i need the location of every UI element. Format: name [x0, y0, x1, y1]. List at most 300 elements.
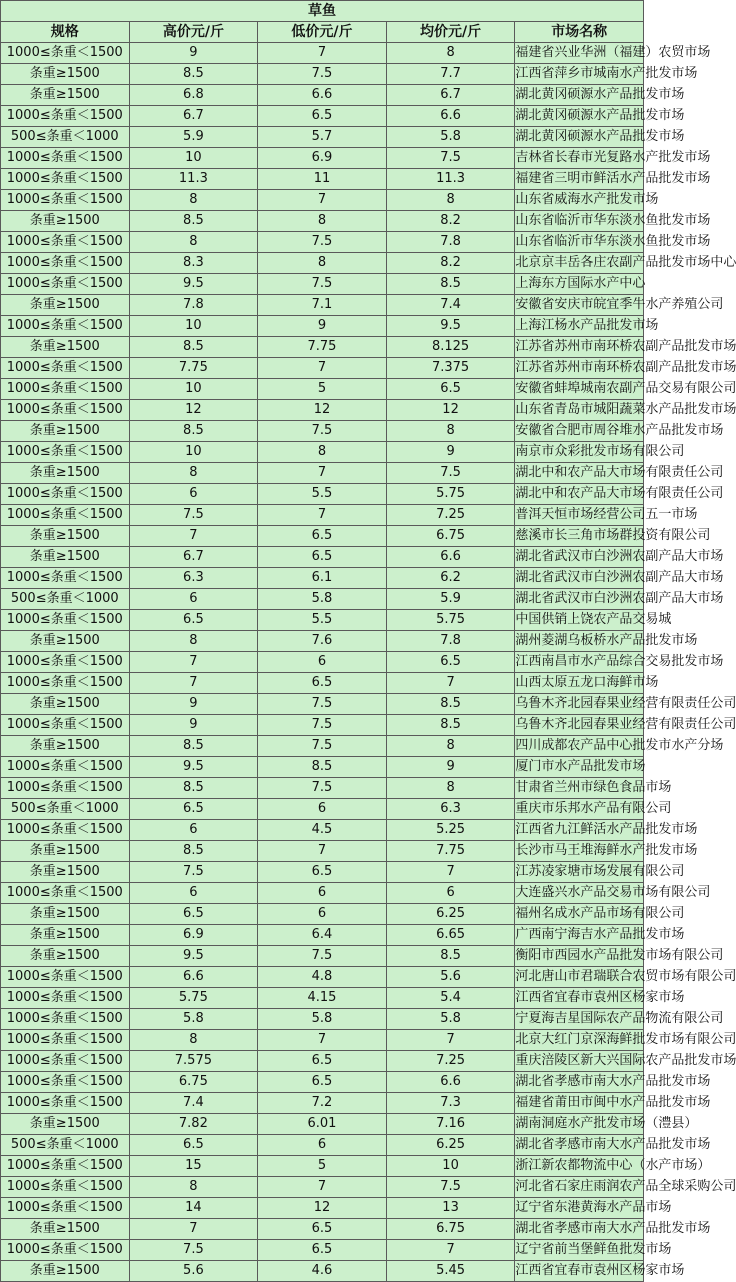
- table-row: [1, 232, 644, 253]
- cell-avg-price: 7.75: [386, 841, 515, 862]
- table-row: [1, 904, 644, 925]
- cell-market-name: 乌鲁木齐北园春果业经营有限责任公司: [515, 715, 644, 736]
- cell-high-price: 9.5: [129, 757, 258, 778]
- cell-high-price: 6.7: [129, 547, 258, 568]
- cell-spec: 1000≤条重＜1500: [1, 757, 130, 778]
- table-row: [1, 190, 644, 211]
- cell-avg-price: 7.5: [386, 1177, 515, 1198]
- table-row: [1, 1240, 644, 1261]
- cell-market-name: 山东省临沂市华东淡水鱼批发市场: [515, 211, 644, 232]
- table-row: [1, 757, 644, 778]
- cell-high-price: 15: [129, 1156, 258, 1177]
- table-row: [1, 778, 644, 799]
- cell-avg-price: 12: [386, 400, 515, 421]
- table-row: [1, 799, 644, 820]
- cell-market-name: 江西省萍乡市城南水产批发市场: [515, 64, 644, 85]
- cell-avg-price: 8.5: [386, 946, 515, 967]
- table-row: [1, 820, 644, 841]
- cell-avg-price: 8.125: [386, 337, 515, 358]
- cell-avg-price: 6.7: [386, 85, 515, 106]
- cell-avg-price: 5.4: [386, 988, 515, 1009]
- cell-low-price: 11: [258, 169, 387, 190]
- table-row: [1, 169, 644, 190]
- cell-high-price: 10: [129, 379, 258, 400]
- cell-market-name: 辽宁省东港黄海水产品市场: [515, 1198, 644, 1219]
- cell-avg-price: 7.8: [386, 631, 515, 652]
- cell-market-name: 河北省石家庄雨润农产品全球采购公司: [515, 1177, 644, 1198]
- cell-low-price: 6.1: [258, 568, 387, 589]
- cell-avg-price: 7.375: [386, 358, 515, 379]
- cell-high-price: 12: [129, 400, 258, 421]
- cell-high-price: 10: [129, 316, 258, 337]
- cell-spec: 1000≤条重＜1500: [1, 274, 130, 295]
- cell-high-price: 6.75: [129, 1072, 258, 1093]
- cell-high-price: 10: [129, 442, 258, 463]
- cell-market-name: 福建省莆田市闽中水产品批发市场: [515, 1093, 644, 1114]
- cell-high-price: 9: [129, 694, 258, 715]
- cell-market-name: 湖北省孝感市南大水产品批发市场: [515, 1072, 644, 1093]
- cell-market-name: 湖北省孝感市南大水产品批发市场: [515, 1219, 644, 1240]
- table-row: [1, 736, 644, 757]
- cell-market-name: 福建省兴业华洲（福建）农贸市场: [515, 43, 644, 64]
- cell-low-price: 12: [258, 1198, 387, 1219]
- table-row: [1, 1135, 644, 1156]
- cell-market-name: 山西太原五龙口海鲜市场: [515, 673, 644, 694]
- cell-high-price: 9.5: [129, 946, 258, 967]
- cell-high-price: 8.5: [129, 421, 258, 442]
- cell-avg-price: 6.3: [386, 799, 515, 820]
- cell-market-name: 甘肃省兰州市绿色食品市场: [515, 778, 644, 799]
- cell-spec: 条重≥1500: [1, 85, 130, 106]
- cell-avg-price: 6.75: [386, 526, 515, 547]
- cell-spec: 条重≥1500: [1, 64, 130, 85]
- cell-low-price: 4.5: [258, 820, 387, 841]
- cell-high-price: 8: [129, 1030, 258, 1051]
- cell-market-name: 普洱天恒市场经营公司五一市场: [515, 505, 644, 526]
- cell-high-price: 6.3: [129, 568, 258, 589]
- cell-spec: 条重≥1500: [1, 547, 130, 568]
- cell-avg-price: 7.25: [386, 505, 515, 526]
- cell-avg-price: 6.25: [386, 1135, 515, 1156]
- cell-avg-price: 7.16: [386, 1114, 515, 1135]
- cell-market-name: 南京市众彩批发市场有限公司: [515, 442, 644, 463]
- cell-spec: 1000≤条重＜1500: [1, 442, 130, 463]
- cell-high-price: 7.4: [129, 1093, 258, 1114]
- cell-low-price: 5.8: [258, 1009, 387, 1030]
- cell-market-name: 江西省九江鲜活水产品批发市场: [515, 820, 644, 841]
- cell-low-price: 7.6: [258, 631, 387, 652]
- cell-spec: 1000≤条重＜1500: [1, 400, 130, 421]
- cell-low-price: 5.5: [258, 484, 387, 505]
- cell-spec: 500≤条重＜1000: [1, 589, 130, 610]
- cell-spec: 1000≤条重＜1500: [1, 1240, 130, 1261]
- table-row: [1, 715, 644, 736]
- cell-avg-price: 5.75: [386, 484, 515, 505]
- cell-low-price: 7.5: [258, 946, 387, 967]
- cell-spec: 条重≥1500: [1, 631, 130, 652]
- table-row: [1, 442, 644, 463]
- cell-avg-price: 5.6: [386, 967, 515, 988]
- cell-low-price: 8: [258, 211, 387, 232]
- cell-spec: 1000≤条重＜1500: [1, 778, 130, 799]
- cell-avg-price: 6.6: [386, 1072, 515, 1093]
- cell-spec: 条重≥1500: [1, 211, 130, 232]
- cell-low-price: 4.6: [258, 1261, 387, 1282]
- cell-spec: 1000≤条重＜1500: [1, 1030, 130, 1051]
- table-body: [1, 43, 736, 1282]
- cell-spec: 条重≥1500: [1, 736, 130, 757]
- cell-high-price: 7.575: [129, 1051, 258, 1072]
- cell-spec: 1000≤条重＜1500: [1, 652, 130, 673]
- cell-high-price: 6.5: [129, 904, 258, 925]
- cell-avg-price: 10: [386, 1156, 515, 1177]
- cell-high-price: 8: [129, 1177, 258, 1198]
- cell-market-name: 湖北黄冈硕源水产品批发市场: [515, 106, 644, 127]
- cell-high-price: 6: [129, 484, 258, 505]
- table-row: [1, 148, 644, 169]
- cell-spec: 1000≤条重＜1500: [1, 1072, 130, 1093]
- cell-spec: 500≤条重＜1000: [1, 1135, 130, 1156]
- cell-avg-price: 11.3: [386, 169, 515, 190]
- cell-market-name: 重庆市乐邦水产品有限公司: [515, 799, 644, 820]
- cell-low-price: 8.5: [258, 757, 387, 778]
- cell-market-name: 安徽省合肥市周谷堆水产品批发市场: [515, 421, 644, 442]
- cell-low-price: 5.7: [258, 127, 387, 148]
- cell-spec: 1000≤条重＜1500: [1, 820, 130, 841]
- table-row: [1, 64, 644, 85]
- cell-low-price: 7.5: [258, 64, 387, 85]
- cell-spec: 条重≥1500: [1, 1114, 130, 1135]
- cell-low-price: 7.5: [258, 421, 387, 442]
- table-row: [1, 85, 644, 106]
- cell-high-price: 8: [129, 463, 258, 484]
- cell-avg-price: 7.7: [386, 64, 515, 85]
- table-row: [1, 862, 644, 883]
- cell-low-price: 9: [258, 316, 387, 337]
- cell-avg-price: 7: [386, 1030, 515, 1051]
- table-row: [1, 883, 644, 904]
- cell-avg-price: 7: [386, 1240, 515, 1261]
- cell-market-name: 衡阳市西园水产品批发市场有限公司: [515, 946, 644, 967]
- cell-market-name: 福州名成水产品市场有限公司: [515, 904, 644, 925]
- cell-low-price: 6.5: [258, 862, 387, 883]
- cell-avg-price: 7: [386, 673, 515, 694]
- cell-market-name: 福建省三明市鲜活水产品批发市场: [515, 169, 644, 190]
- cell-low-price: 7: [258, 463, 387, 484]
- title-row: [1, 1, 644, 22]
- table-row: [1, 568, 644, 589]
- cell-high-price: 8.3: [129, 253, 258, 274]
- cell-high-price: 6.6: [129, 967, 258, 988]
- cell-market-name: 上海江杨水产品批发市场: [515, 316, 644, 337]
- table-row: [1, 400, 644, 421]
- table-row: [1, 316, 644, 337]
- cell-high-price: 5.6: [129, 1261, 258, 1282]
- table-row: [1, 127, 644, 148]
- cell-avg-price: 9.5: [386, 316, 515, 337]
- cell-avg-price: 8.5: [386, 715, 515, 736]
- table-row: [1, 106, 644, 127]
- cell-market-name: 河北唐山市君瑞联合农贸市场有限公司: [515, 967, 644, 988]
- table-row: [1, 1093, 644, 1114]
- cell-low-price: 7: [258, 1030, 387, 1051]
- cell-low-price: 8: [258, 442, 387, 463]
- cell-high-price: 6: [129, 883, 258, 904]
- cell-high-price: 7.8: [129, 295, 258, 316]
- cell-high-price: 8: [129, 232, 258, 253]
- table-row: [1, 211, 644, 232]
- cell-avg-price: 5.45: [386, 1261, 515, 1282]
- table-row: [1, 43, 644, 64]
- cell-low-price: 6.9: [258, 148, 387, 169]
- cell-low-price: 6.01: [258, 1114, 387, 1135]
- cell-market-name: 江西南昌市水产品综合交易批发市场: [515, 652, 644, 673]
- table-row: [1, 967, 644, 988]
- cell-low-price: 7.5: [258, 715, 387, 736]
- table-row: [1, 946, 644, 967]
- cell-low-price: 6.5: [258, 1219, 387, 1240]
- cell-avg-price: 6.2: [386, 568, 515, 589]
- cell-spec: 1000≤条重＜1500: [1, 883, 130, 904]
- cell-spec: 1000≤条重＜1500: [1, 148, 130, 169]
- cell-high-price: 6.5: [129, 1135, 258, 1156]
- cell-spec: 1000≤条重＜1500: [1, 106, 130, 127]
- table-row: [1, 379, 644, 400]
- cell-high-price: 6: [129, 589, 258, 610]
- cell-market-name: 山东省临沂市华东淡水鱼批发市场: [515, 232, 644, 253]
- cell-low-price: 4.8: [258, 967, 387, 988]
- table-row: [1, 673, 644, 694]
- cell-high-price: 7: [129, 526, 258, 547]
- cell-high-price: 8.5: [129, 778, 258, 799]
- table-row: [1, 1261, 644, 1282]
- cell-spec: 1000≤条重＜1500: [1, 253, 130, 274]
- cell-market-name: 长沙市马王堆海鲜水产批发市场: [515, 841, 644, 862]
- table-row: [1, 463, 644, 484]
- cell-spec: 1000≤条重＜1500: [1, 379, 130, 400]
- table-row: [1, 1219, 644, 1240]
- table-row: [1, 1198, 644, 1219]
- cell-low-price: 7: [258, 1177, 387, 1198]
- cell-market-name: 安徽省蚌埠城南农副产品交易有限公司: [515, 379, 644, 400]
- cell-avg-price: 8: [386, 190, 515, 211]
- table-row: [1, 610, 644, 631]
- cell-avg-price: 5.9: [386, 589, 515, 610]
- header-low-price: 低价元/斤: [258, 22, 387, 43]
- cell-low-price: 12: [258, 400, 387, 421]
- cell-market-name: 湖北省孝感市南大水产品批发市场: [515, 1135, 644, 1156]
- cell-market-name: 大连盛兴水产品交易市场有限公司: [515, 883, 644, 904]
- table-row: [1, 253, 644, 274]
- cell-spec: 条重≥1500: [1, 1219, 130, 1240]
- header-spec: 规格: [1, 22, 130, 43]
- cell-spec: 条重≥1500: [1, 946, 130, 967]
- cell-market-name: 江西省宜春市袁州区杨家市场: [515, 1261, 644, 1282]
- cell-avg-price: 7.25: [386, 1051, 515, 1072]
- cell-high-price: 8: [129, 631, 258, 652]
- cell-avg-price: 8.2: [386, 253, 515, 274]
- cell-avg-price: 6.5: [386, 379, 515, 400]
- table-row: [1, 421, 644, 442]
- cell-market-name: 江苏省苏州市南环桥农副产品批发市场: [515, 337, 644, 358]
- cell-low-price: 6.6: [258, 85, 387, 106]
- header-avg-price: 均价元/斤: [386, 22, 515, 43]
- cell-spec: 1000≤条重＜1500: [1, 967, 130, 988]
- cell-spec: 1000≤条重＜1500: [1, 484, 130, 505]
- cell-low-price: 6: [258, 652, 387, 673]
- cell-high-price: 8.5: [129, 337, 258, 358]
- cell-spec: 1000≤条重＜1500: [1, 1177, 130, 1198]
- table-row: [1, 358, 644, 379]
- cell-high-price: 9: [129, 43, 258, 64]
- table-row: [1, 988, 644, 1009]
- cell-spec: 条重≥1500: [1, 925, 130, 946]
- cell-avg-price: 8: [386, 736, 515, 757]
- cell-high-price: 9: [129, 715, 258, 736]
- cell-high-price: 7: [129, 673, 258, 694]
- cell-market-name: 慈溪市长三角市场群投资有限公司: [515, 526, 644, 547]
- cell-high-price: 7.5: [129, 505, 258, 526]
- cell-low-price: 6: [258, 883, 387, 904]
- cell-market-name: 江西省宜春市袁州区杨家市场: [515, 988, 644, 1009]
- cell-spec: 1000≤条重＜1500: [1, 1156, 130, 1177]
- cell-avg-price: 6.65: [386, 925, 515, 946]
- cell-market-name: 中国供销上饶农产品交易城: [515, 610, 644, 631]
- cell-low-price: 7.75: [258, 337, 387, 358]
- cell-avg-price: 9: [386, 442, 515, 463]
- cell-avg-price: 8: [386, 778, 515, 799]
- cell-avg-price: 7.5: [386, 148, 515, 169]
- cell-spec: 1000≤条重＜1500: [1, 568, 130, 589]
- cell-spec: 条重≥1500: [1, 841, 130, 862]
- cell-spec: 1000≤条重＜1500: [1, 1051, 130, 1072]
- cell-avg-price: 8.2: [386, 211, 515, 232]
- cell-low-price: 6: [258, 799, 387, 820]
- cell-high-price: 8: [129, 190, 258, 211]
- cell-high-price: 6.8: [129, 85, 258, 106]
- cell-low-price: 7: [258, 190, 387, 211]
- cell-low-price: 6.5: [258, 1240, 387, 1261]
- table-row: [1, 841, 644, 862]
- header-high-price: 高价元/斤: [129, 22, 258, 43]
- cell-market-name: 重庆涪陵区新大兴国际农产品批发市场: [515, 1051, 644, 1072]
- cell-low-price: 7.1: [258, 295, 387, 316]
- cell-avg-price: 6: [386, 883, 515, 904]
- cell-market-name: 乌鲁木齐北园春果业经营有限责任公司: [515, 694, 644, 715]
- cell-low-price: 6.4: [258, 925, 387, 946]
- cell-avg-price: 6.6: [386, 106, 515, 127]
- cell-high-price: 5.75: [129, 988, 258, 1009]
- cell-low-price: 8: [258, 253, 387, 274]
- table-row: [1, 484, 644, 505]
- cell-high-price: 6.5: [129, 610, 258, 631]
- cell-avg-price: 7.4: [386, 295, 515, 316]
- cell-spec: 1000≤条重＜1500: [1, 358, 130, 379]
- cell-low-price: 7: [258, 841, 387, 862]
- cell-low-price: 7: [258, 43, 387, 64]
- table-row: [1, 925, 644, 946]
- cell-high-price: 7.5: [129, 862, 258, 883]
- cell-market-name: 江苏省苏州市南环桥农副产品批发市场: [515, 358, 644, 379]
- table-row: [1, 1114, 644, 1135]
- cell-market-name: 山东省威海水产批发市场: [515, 190, 644, 211]
- cell-market-name: 湖北黄冈硕源水产品批发市场: [515, 85, 644, 106]
- table-row: [1, 337, 644, 358]
- cell-low-price: 6.5: [258, 673, 387, 694]
- cell-high-price: 6.5: [129, 799, 258, 820]
- cell-spec: 1000≤条重＜1500: [1, 1093, 130, 1114]
- table-row: [1, 1177, 644, 1198]
- cell-market-name: 北京大红门京深海鲜批发市场有限公司: [515, 1030, 644, 1051]
- cell-market-name: 广西南宁海吉水产品批发市场: [515, 925, 644, 946]
- cell-high-price: 10: [129, 148, 258, 169]
- cell-spec: 1000≤条重＜1500: [1, 673, 130, 694]
- cell-spec: 条重≥1500: [1, 526, 130, 547]
- cell-high-price: 9.5: [129, 274, 258, 295]
- cell-low-price: 7.5: [258, 232, 387, 253]
- cell-market-name: 吉林省长春市光复路水产批发市场: [515, 148, 644, 169]
- cell-market-name: 宁夏海吉星国际农产品物流有限公司: [515, 1009, 644, 1030]
- cell-spec: 1000≤条重＜1500: [1, 1009, 130, 1030]
- table-row: [1, 295, 644, 316]
- cell-high-price: 7.5: [129, 1240, 258, 1261]
- table-row: [1, 274, 644, 295]
- cell-avg-price: 5.8: [386, 1009, 515, 1030]
- cell-spec: 条重≥1500: [1, 904, 130, 925]
- cell-spec: 条重≥1500: [1, 1261, 130, 1282]
- cell-low-price: 6: [258, 904, 387, 925]
- cell-avg-price: 5.25: [386, 820, 515, 841]
- cell-spec: 条重≥1500: [1, 337, 130, 358]
- cell-high-price: 7.75: [129, 358, 258, 379]
- cell-low-price: 6.5: [258, 1051, 387, 1072]
- cell-market-name: 安徽省安庆市皖宜季牛水产养殖公司: [515, 295, 644, 316]
- table-row: [1, 547, 644, 568]
- cell-low-price: 6: [258, 1135, 387, 1156]
- cell-market-name: 厦门市水产品批发市场: [515, 757, 644, 778]
- cell-high-price: 8.5: [129, 211, 258, 232]
- table-row: [1, 1030, 644, 1051]
- cell-high-price: 6.7: [129, 106, 258, 127]
- cell-market-name: 湖北中和农产品大市场有限责任公司: [515, 463, 644, 484]
- cell-high-price: 11.3: [129, 169, 258, 190]
- cell-high-price: 5.8: [129, 1009, 258, 1030]
- cell-avg-price: 5.8: [386, 127, 515, 148]
- cell-high-price: 5.9: [129, 127, 258, 148]
- cell-spec: 1000≤条重＜1500: [1, 316, 130, 337]
- cell-low-price: 7.5: [258, 274, 387, 295]
- cell-low-price: 6.5: [258, 547, 387, 568]
- cell-high-price: 6.9: [129, 925, 258, 946]
- table-row: [1, 505, 644, 526]
- cell-market-name: 上海东方国际水产中心: [515, 274, 644, 295]
- table-row: [1, 526, 644, 547]
- cell-avg-price: 6.5: [386, 652, 515, 673]
- cell-high-price: 8.5: [129, 841, 258, 862]
- cell-spec: 500≤条重＜1000: [1, 127, 130, 148]
- cell-spec: 1000≤条重＜1500: [1, 1198, 130, 1219]
- cell-spec: 1000≤条重＜1500: [1, 169, 130, 190]
- table-row: [1, 694, 644, 715]
- cell-spec: 1000≤条重＜1500: [1, 505, 130, 526]
- cell-low-price: 6.5: [258, 106, 387, 127]
- cell-avg-price: 8.5: [386, 274, 515, 295]
- cell-avg-price: 6.6: [386, 547, 515, 568]
- cell-spec: 条重≥1500: [1, 694, 130, 715]
- cell-spec: 1000≤条重＜1500: [1, 190, 130, 211]
- table-row: [1, 1072, 644, 1093]
- cell-market-name: 辽宁省前当堡鲜鱼批发市场: [515, 1240, 644, 1261]
